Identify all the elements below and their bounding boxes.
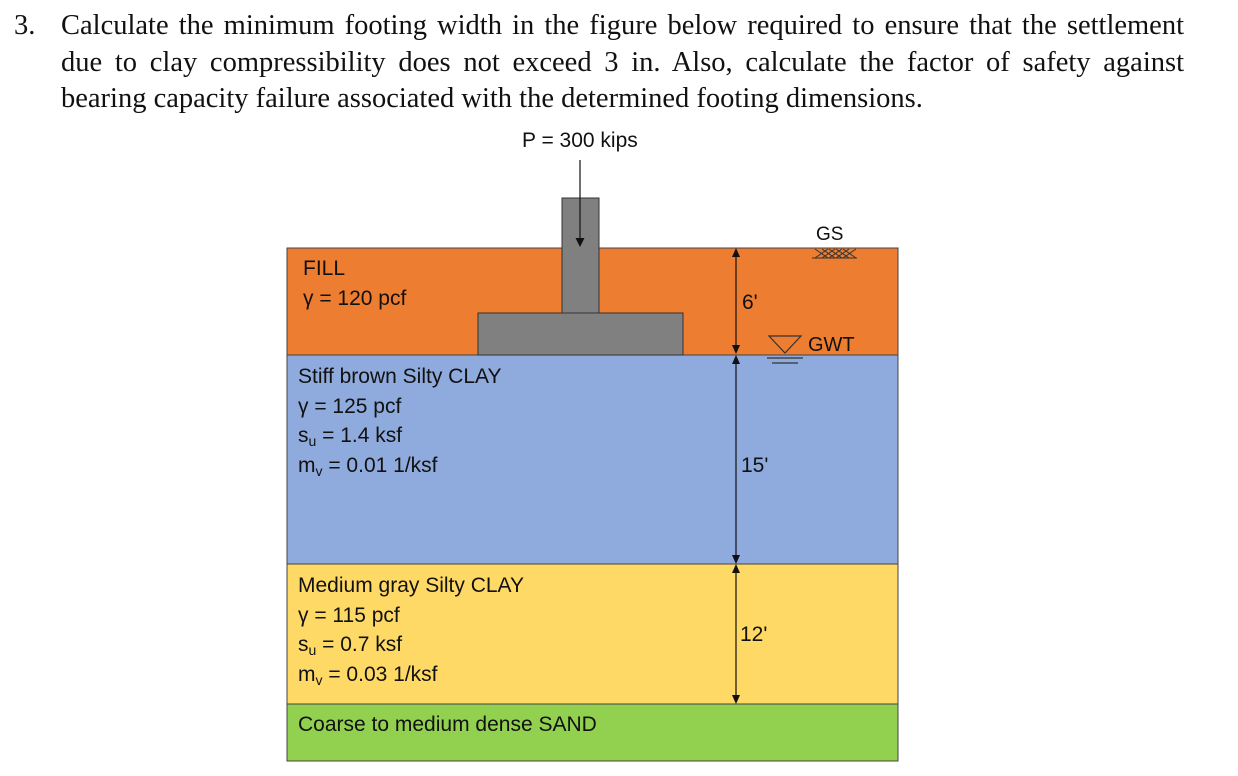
footing-base [478, 313, 683, 355]
fill-properties [303, 254, 406, 313]
clay2-thickness-label: 12' [740, 623, 768, 646]
problem-number: 3. [14, 10, 36, 41]
groundwater-table-label: GWT [808, 334, 855, 356]
load-label: P = 300 kips [522, 129, 638, 152]
fill-unit-weight: γ = 120 pcf [303, 286, 407, 310]
clay2-properties [298, 571, 524, 689]
clay1-undrained-strength: $s_u = 1.4$ ksf [298, 424, 403, 449]
ground-surface-label: GS [816, 224, 844, 245]
clay1-name: Stiff brown Silty CLAY [298, 365, 502, 388]
clay2-undrained-strength: $s_u = 0.7$ ksf [298, 633, 403, 658]
clay1-properties [298, 362, 501, 480]
clay1-thickness-label: 15' [741, 454, 769, 477]
problem-text: Calculate the minimum footing width in the figure below required to ensure that the settlement due to clay compressibility does not exceed 3 in. Also, calculate the factor of safety against bearing capacity failure associated with the determined footing dimensions. [61, 10, 1184, 114]
clay2-name: Medium gray Silty CLAY [298, 574, 525, 597]
clay2-unit-weight: γ = 115 pcf [298, 603, 400, 627]
sand-name: Coarse to medium dense SAND [298, 713, 597, 736]
clay1-unit-weight: γ = 125 pcf [298, 394, 402, 418]
clay2-compressibility: $m_v = 0.03$ 1/ksf [298, 662, 438, 688]
fill-thickness-label: 6' [742, 291, 758, 314]
clay1-compressibility: $m_v = 0.01$ 1/ksf [298, 453, 438, 479]
fill-name: FILL [303, 257, 346, 280]
